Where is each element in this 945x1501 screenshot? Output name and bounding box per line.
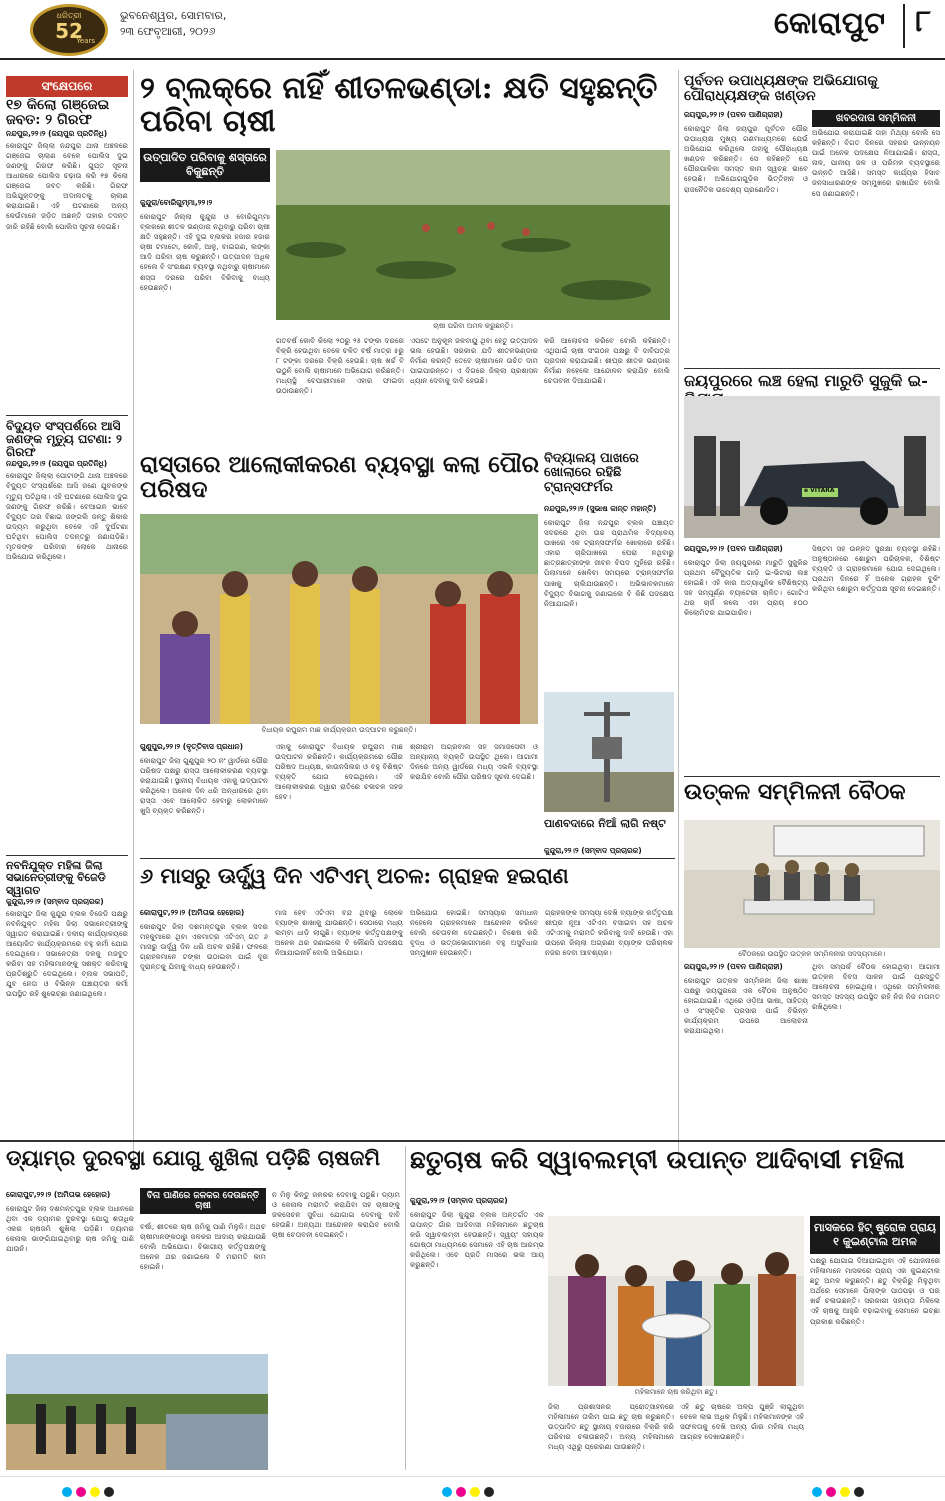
mushroom-text-c: ଏହି ଛତୁ ଚାଷରେ ଅଳ୍ପ ପୁଞ୍ଜି ଲାଗୁଥିବା ବେଳେ ଲାଭ ଅଧିକ ମିଳୁଛି। ମହିଳାମାନଙ୍କ ଏହି ସଫଳତାକୁ ଦେଖି ଅନ୍ୟ ଗାଁର ମହିଳା ମଧ୍ୟ ଆଗ୍ରହ ଦେଖାଉଛନ୍ତି। (680, 1402, 804, 1442)
fire-byline: କୁନ୍ଦୁରା,୨୨।୨ (ସମ୍ବାଦ ପ୍ରଚାରକ) (544, 846, 642, 855)
lead-text-b: ଗତବର୍ଷ କୋବି କିଲୋ ୨୦ରୁ ୨୫ ଟଙ୍କା ଦରରେ ବିକ୍ରି ହେଉଥିବା ବେଳେ ଚଳିତ ବର୍ଷ ମାତ୍ର ୫ରୁ ୮ ଟଙ୍କା ଦରରେ ବିକ୍ରି ହେଉଛି। ଚାଷ ଖର୍ଚ୍ଚ ବି ଉଠୁନି ବୋଲି ଚାଷୀମାନେ ଅଭିଯୋଗ କରିଛନ୍ତି। ମଧ୍ୟସ୍ଥି ବେପାରୀମାନେ ଏହାର ଫାଇଦା ଉଠାଉଛନ୍ତି। (276, 336, 404, 396)
transformer-photo (544, 692, 674, 812)
lead-kicker: ଉତ୍ପାଦିତ ପରିବାକୁ ଶସ୍ତାରେ ବିକୁଛନ୍ତି (140, 148, 270, 182)
lead-text-d: କରି ଆଲୋଚନା କରିବେ ବୋଲି କହିଛନ୍ତି। ଏଥିପାଇଁ ଚାଷୀ ସଂଗଠନ ପକ୍ଷରୁ ବି ଦାବିପତ୍ର ପ୍ରଦାନ କରାଯାଇଛି। ଶୀଘ୍ର ଶୀତଳ ଭଣ୍ଡାର ନିର୍ମାଣ ନହେଲେ ଆନ୍ଦୋଳନ କରାଯିବ ବୋଲି ଚେତାବନୀ ଦିଆଯାଇଛି। (544, 336, 670, 386)
atm-headline: ୬ ମାସରୁ ଊର୍ଦ୍ଧ୍ୱ ଦିନ ଏଟିଏମ୍ ଅଚଳ: ଗ୍ରାହକ ହଇରାଣ (140, 863, 569, 888)
yellow-mark (90, 1487, 100, 1497)
meeting-photo-caption: ବୈଠକରେ ଉପସ୍ଥିତ ଉତ୍କଳ ସମ୍ମିଳନୀର ସଦସ୍ୟମାନେ। (738, 950, 886, 958)
dam-text-b: ବର୍ଷା, ଶୀତରେ ଚାଷ ଜମିକୁ ପାଣି ମିଳୁନି। ଅଥଚ ଚାଷୀମାନଙ୍କଠାରୁ ଜଳକର ଆଦାୟ କରାଯାଉଛି ବୋଲି ଅଭିଯୋଗ। ବିଭାଗୀୟ କର୍ତ୍ତୃପକ୍ଷଙ୍କୁ ଅନେକ ଥର ଜଣାଇଲେ ବି ମରାମତି କାମ ହୋଇନି। (140, 1222, 266, 1272)
dam-kicker: ବିନା ପାଣିରେ ଜଳକର ଦେଉଛନ୍ତି ଚାଷୀ (140, 1188, 266, 1214)
transformer-headline: ବିଦ୍ୟାଳୟ ପାଖରେ ଖୋଲାରେ ରହିଛି ଟ୍ରାନ୍ସଫର୍ମର (544, 451, 639, 495)
mushroom-byline: କୁନ୍ଦୁରା,୨୨।୨ (ସମ୍ବାଦ ପ୍ରଚାରକ) (410, 1196, 508, 1205)
lights-byline: ଗୁଣୁପୁର,୨୨।୨ (ବୃତ୍ତିବାସ ପ୍ରଧାନ) (140, 742, 244, 751)
page-number: ୮ (903, 4, 931, 48)
meeting-text-a: କୋରାପୁଟ ଉତ୍କଳ ସମ୍ମିଳନୀ ଜିଲା ଶାଖା ପକ୍ଷରୁ ଜୟପୁରରେ ଏକ ବୈଠକ ଅନୁଷ୍ଠିତ ହୋଇଯାଇଛି। ଏଥିରେ ଓଡ଼ିଆ ଭାଷା, ସାହିତ୍ୟ ଓ ସଂସ୍କୃତିର ପ୍ରସାର ପାଇଁ ବିଭିନ୍ନ କାର୍ଯ୍ୟକ୍ରମ ଉପରେ ଆଲୋଚନା କରାଯାଇଥିଲା। (684, 976, 808, 1036)
meeting-text-b: ଥିବା ସମ୍ପର୍କ ବୈଠକ ହୋଇଥିଲା। ଆଗାମୀ ଉତ୍କଳ ଦିବସ ପାଳନ ପାଇଁ ପ୍ରସ୍ତୁତି ଆଲୋଚନା ହୋଇଥିଲା। ଏଥିରେ ସମ୍ମିଳନୀର ସମସ୍ତ ସଦସ୍ୟ ଉପସ୍ଥିତ ରହି ନିଜ ନିଜ ମତାମତ ରଖିଥିଲେ। (812, 962, 940, 1012)
registration-marks-left (60, 1482, 116, 1501)
dam-photo (6, 1354, 268, 1470)
divider (684, 368, 940, 369)
dam-text-a: କୋରାପୁଟ ଜିଲା ଦଶମନ୍ତପୁର ବ୍ଲକ ଅଧୀନରେ ଥିବା ଏକ ଡ୍ୟାମର ଦୁରବସ୍ଥା ଯୋଗୁ ଶତାଧିକ ଏକର ଚାଷଜମି ଶୁଖିଲା ପଡ଼ିଛି। ଡ୍ୟାମର କେନାଲ ଭାଙ୍ଗିଯାଇଥିବାରୁ ଚାଷ ଜମିକୁ ପାଣି ଯାଉନି। (6, 1204, 134, 1254)
lights-photo-caption: ବିଧାୟକ ରଘୁରାମ ମାଛ କାର୍ଯ୍ୟକ୍ରମ ଉଦ୍‌ଘାଟନ କରୁଛନ୍ତି। (261, 726, 417, 734)
complaint-text-b: ଅଭିଯୋଗ କରାଯାଇଛି ତାହା ମିଥ୍ୟା ବୋଲି ସେ କହିଛନ୍ତି। ବିଗତ ଦିନରେ ସହରର ଉନ୍ନୟନ ପାଇଁ ଅନେକ ପଦକ୍ଷେପ ନିଆଯାଇଛି। ରାସ୍ତା, ନାଳ, ପାନୀୟ ଜଳ ଓ ପରିମଳ ବ୍ୟବସ୍ଥାରେ ଉନ୍ନତି ଆସିଛି। ସମସ୍ତ କାର୍ଯ୍ୟର ହିସାବ ଜନସାଧାରଣଙ୍କ ସମ୍ମୁଖରେ ରଖାଯିବ ବୋଲି ସେ ଜଣାଇଛନ୍ତି। (812, 128, 940, 198)
brief-story2-title: ବିଦ୍ୟୁତ ସଂସ୍ପର୍ଶରେ ଆସି ଜଣଙ୍କ ମୃତ୍ୟୁ ଘଟଣା: ୨ ଗିରଫ (6, 418, 122, 460)
meeting-byline: ଜୟପୁର,୨୨।୨ (ପବନ ପାଣିଗ୍ରାହୀ) (684, 962, 783, 971)
brief-story1-title: ୧୭ କିଲୋ ଗଞ୍ଜେଇ ଜବତ: ୨ ଗିରଫ (6, 97, 110, 129)
meeting-illustration (684, 820, 940, 948)
car-text-a: କୋରାପୁଟ ଜିଲା ଜୟପୁରରେ ମାରୁତି ସୁଜୁକିର ପ୍ରଥମ ବୈଦ୍ୟୁତିକ ଗାଡ଼ି ଇ-ଭିଟାରା ଲଞ୍ଚ ହୋଇଛି। ଏହି କାର ଅତ୍ୟାଧୁନିକ ବୈଶିଷ୍ଟ୍ୟ ସହ ସମ୍ପୂର୍ଣ୍ଣ ବ୍ୟାଟେରୀ ଚାଳିତ। ଗୋଟିଏ ଥର ଚାର୍ଜ କଲେ ଏହା ପ୍ରାୟ ୫୦୦ କିଲୋମିଟର ଯାଇପାରିବ। (684, 558, 808, 618)
transformer-text: କୋରାପୁଟ ଜିଲା ନନ୍ଦପୁର ବ୍ଲକ ପଞ୍ଚାୟତ ସଦରରେ ଥିବା ଉଚ୍ଚ ପ୍ରାଥମିକ ବିଦ୍ୟାଳୟ ପାଖରେ ଏକ ଟ୍ରାନ୍ସଫର୍ମର ଖୋଲାରେ ରହିଛି। ଏହାର ଚାରିପାଖରେ ଘେରା ନଥିବାରୁ ଛାତ୍ରଛାତ୍ରୀଙ୍କ ଜୀବନ ବିପଦ ମୁହଁରେ ରହିଛି। ପିଲାମାନେ ଖେଳିବା ସମୟରେ ଟ୍ରାନ୍ସଫର୍ମର ପାଖକୁ ଚାଲିଯାଉଛନ୍ତି। ଅଭିଭାବକମାନେ ବିଦ୍ୟୁତ ବିଭାଗକୁ ଜଣାଇଲେ ବି କିଛି ପଦକ୍ଷେପ ନିଆଯାଇନି। (544, 518, 674, 608)
meeting-photo (684, 820, 940, 948)
section-title: କୋରାପୁଟ (773, 6, 885, 41)
yellow-mark (470, 1487, 480, 1497)
anniversary-logo (30, 4, 108, 56)
lead-photo (276, 150, 670, 320)
cyan-mark (812, 1487, 822, 1497)
women-illustration (548, 1216, 804, 1386)
cyan-mark (62, 1487, 72, 1497)
meeting-headline: ଉତ୍କଳ ସମ୍ମିଳନୀ ବୈଠକ (684, 779, 906, 805)
divider (684, 776, 940, 777)
mushroom-text-b: ଜିଲା ପ୍ରଶାସନର ପ୍ରୋତ୍ସାହନରେ ମହିଳାମାନେ ତାଲିମ ପାଇ ଛତୁ ଚାଷ କରୁଛନ୍ତି। ଉତ୍ପାଦିତ ଛତୁ ସ୍ଥାନୀୟ ବଜାରରେ ବିକ୍ରି କରି ପରିବାର ଚଳାଉଛନ୍ତି। ଅନ୍ୟ ମହିଳାମାନେ ମଧ୍ୟ ଏଥିରୁ ପ୍ରେରଣା ପାଉଛନ୍ତି। (548, 1402, 674, 1452)
complaint-byline: ଜୟପୁର,୨୨।୨ (ପବନ ପାଣିଗ୍ରାହୀ) (684, 110, 783, 119)
crowd-illustration (140, 514, 538, 724)
column-separator (133, 70, 134, 1170)
black-mark (854, 1487, 864, 1497)
dam-text-c: ନ ମିଳୁ କିନ୍ତୁ ଜଳକର ଦେବାକୁ ପଡୁଛି। ଡ୍ୟାମ ଓ କେନାଲ ମରାମତି କରାଯିବା ସହ ଚାଷୀଙ୍କୁ ଜଳସେଚନ ସୁବିଧା ଯୋଗାଇ ଦେବାକୁ ଦାବି ହେଉଛି। ଅନ୍ୟଥା ଆନ୍ଦୋଳନ କରାଯିବ ବୋଲି ଚାଷୀ ଚେତାବନୀ ଦେଇଛନ୍ତି। (272, 1190, 400, 1240)
brief-story3-title: ନବନିଯୁକ୍ତ ମହିଳା ଜିଲା ସଭାନେତ୍ରୀଙ୍କୁ ବିଜେଡି ସ୍ୱାଗତ (6, 859, 106, 897)
lead-headline: ୨ ବ୍ଲକ୍‌ରେ ନାହିଁ ଶୀତଳଭଣ୍ଡା: କ୍ଷତି ସହୁଛନ୍ତି ପରିବା ଚାଷୀ (140, 71, 658, 139)
dam-illustration (6, 1354, 268, 1470)
mushroom-photo (548, 1216, 804, 1386)
print-footer (0, 1476, 945, 1497)
atm-text-b: ମାସ ହେବ ଏଟିଏମ ବନ୍ଦ ଥିବାରୁ ଲୋକେ ବ୍ୟାଙ୍କ ଶାଖାକୁ ଯାଉଛନ୍ତି। ସେଠାରେ ମଧ୍ୟ ଲମ୍ବା ଧାଡ଼ି ଲାଗୁଛି। ବ୍ୟାଙ୍କ କର୍ତ୍ତୃପକ୍ଷଙ୍କୁ ଅନେକ ଥର ଜଣାଇଲେ ବି କୌଣସି ପଦକ୍ଷେପ ନିଆଯାଇନାହିଁ ବୋଲି ଅଭିଯୋଗ। (275, 908, 403, 958)
complaint-text-a: କୋରାପୁଟ ଜିଲା ଜୟପୁର ପୂର୍ବତନ ପୌର ଉପାଧ୍ୟକ୍ଷ ମୁଖ୍ୟ ଗଣମାଧ୍ୟମରେ ଯେଉଁ ଅଭିଯୋଗ କରିଥିଲେ ତାହାକୁ ପୌରାଧ୍ୟକ୍ଷ ଖଣ୍ଡନ କରିଛନ୍ତି। ସେ କହିଛନ୍ତି ଯେ ପୌରପାଳିକା ସମସ୍ତ କାମ ସ୍ୱଚ୍ଛ ଭାବେ ହେଉଛି। ଅଭିଯୋଗଗୁଡ଼ିକ ଭିତ୍ତିହୀନ ଓ ରାଜନୈତିକ ଉଦ୍ଦେଶ୍ୟ ପ୍ରଣୋଦିତ। (684, 124, 808, 194)
lights-text-c: ଶ୍ରୀରାମ ଅଗ୍ରବାଲ ସହ ସମାଜସେବୀ ଓ ଅନ୍ୟାନ୍ୟ ବ୍ୟକ୍ତି ଉପସ୍ଥିତ ଥିଲେ। ଆଗାମୀ ଦିନରେ ଅନ୍ୟ ୱାର୍ଡରେ ମଧ୍ୟ ଏଭଳି ବ୍ୟବସ୍ଥା କରାଯିବ ବୋଲି ପୌର ପରିଷଦ ସୂଚନା ଦେଇଛି। (410, 742, 538, 782)
lights-text-b: ଏହାକୁ କୋରାପୁଟ ବିଧାୟକ ରଘୁରାମ ମାଛ ଉଦ୍‌ଘାଟନ କରିଛନ୍ତି। କାର୍ଯ୍ୟକ୍ରମରେ ପୌର ପରିଷଦ ଅଧ୍ୟକ୍ଷ, କାଉନସିଲର ଓ ବହୁ ବିଶିଷ୍ଟ ବ୍ୟକ୍ତି ଯୋଗ ଦେଇଥିଲେ। ଏହି ଆଲୋକୀକରଣ ଦ୍ୱାରା ରାତିରେ ଚଳାଚଳ ସହଜ ହେବ। (275, 742, 403, 802)
brief-story2-byline: ନନ୍ଦପୁର,୨୨।୨ (ଜୟପୁର ପ୍ରତିନିଧି) (6, 459, 108, 469)
column-separator (405, 1146, 406, 1470)
lead-byline: କୁନ୍ଦୁରା/ବୋରିଗୁମ୍ମା,୨୨।୨ (140, 198, 213, 207)
dateline-place: ଭୁବନେଶ୍ୱର, ସୋମବାର, (120, 9, 227, 22)
car-headline: ଜୟପୁରରେ ଲଞ୍ଚ ହେଲା ମାରୁତି ସୁଜୁକି ଇ- (684, 371, 928, 390)
registration-marks-center (440, 1482, 496, 1501)
dam-byline: କୋରାପୁଟ,୨୨।୨ (ଅମିତାଭ ହେହୋର) (6, 1190, 111, 1199)
cyan-mark (442, 1487, 452, 1497)
mushroom-headline: ଛତୁଚାଷ କରି ସ୍ୱାବଲମ୍ବୀ ଉପାନ୍ତ ଆଦିବାସୀ ମହିଳା (410, 1145, 905, 1174)
brief-story2-text: କୋରାପୁଟ ଜିଲ୍ଲା ପୋଟାଙ୍ଗି ଥାନା ଅଞ୍ଚଳରେ ବିଦ୍ୟୁତ ସଂସ୍ପର୍ଶରେ ଆସି ଜଣେ ଯୁବକଙ୍କ ମୃତ୍ୟୁ ଘଟିଥିଲା। ଏହି ଘଟଣାରେ ପୋଲିସ ଦୁଇ ଜଣଙ୍କୁ ଗିରଫ କରିଛି। ବେଆଇନ ଭାବେ ବିଦ୍ୟୁତ ତାର ବିଛାଇ ଜଙ୍ଗଲି ଜନ୍ତୁ ଶିକାର ଉଦ୍ୟମ କରୁଥିବା ବେଳେ ଏହି ଦୁର୍ଘଟଣା ଘଟିଥିବା ପୋଲିସ ତଦନ୍ତରୁ ଜଣାପଡ଼ିଛି। ମୃତକଙ୍କ ପରିବାର ଲୋକେ ଥାନାରେ ଅଭିଯୋଗ କରିଥିଲେ। (6, 471, 128, 562)
lights-text-a: କୋରାପୁଟ ଜିଲା ଗୁଣୁପୁର ୨୦ ନଂ ୱାର୍ଡରେ ପୌର ପରିଷଦ ପକ୍ଷରୁ ରାସ୍ତା ଆଲୋକୀକରଣ ବ୍ୟବସ୍ଥା କରାଯାଇଛି। ସ୍ଥାନୀୟ ବିଧାୟକ ଏହାକୁ ଉଦ୍‌ଘାଟନ କରିଥିଲେ। ଅନେକ ଦିନ ଧରି ଅନ୍ଧାରରେ ଥିବା ରାସ୍ତା ଏବେ ଆଲୋକିତ ହେବାରୁ ଲୋକମାନେ ଖୁସି ବ୍ୟକ୍ତ କରିଛନ୍ତି। (140, 756, 268, 816)
dateline (120, 8, 260, 40)
car-plate: e VITARA (804, 487, 835, 494)
brief-label: ସଂକ୍ଷେପରେ (6, 76, 128, 97)
atm-text-c: ଅଭିଯୋଗ ହୋଇଛି। ସମସ୍ୟାର ସମାଧାନ ନହେଲେ ଗ୍ରାହକମାନେ ଆନ୍ଦୋଳନ କରିବେ ବୋଲି ଚେତାବନୀ ଦେଇଛନ୍ତି। ବିଶେଷ କରି ବୃଦ୍ଧ ଓ ଭତ୍ତାଭୋଗୀମାନେ ବହୁ ଅସୁବିଧାର ସମ୍ମୁଖୀନ ହେଉଛନ୍ତି। (410, 908, 538, 958)
registration-marks-right (810, 1482, 866, 1501)
logo-years: 52 (55, 19, 83, 43)
brief-story1-byline: ନନ୍ଦପୁର,୨୨।୨ (ଜୟପୁର ପ୍ରତିନିଧି) (6, 128, 108, 138)
logo-text: ଧରିତ୍ରୀ (56, 11, 82, 20)
complaint-box-label: ଖବରଦାତା ସମ୍ମିଳନୀ (812, 110, 940, 127)
brief-story3-text: କୋରାପୁଟ ଜିଲା କୁନ୍ଦୁରା ବ୍ଲକ ବିଜେଡି ପକ୍ଷରୁ ନବନିଯୁକ୍ତ ମହିଳା ଜିଲା ସଭାନେତ୍ରୀଙ୍କୁ ସ୍ୱାଗତ କରାଯାଇଛି। ଦଳୀୟ କାର୍ଯ୍ୟାଳୟରେ ଆୟୋଜିତ କାର୍ଯ୍ୟକ୍ରମରେ ବହୁ କର୍ମୀ ଯୋଗ ଦେଇଥିଲେ। ସଭାନେତ୍ରୀ ଦଳକୁ ମଜବୁତ କରିବା ସହ ମହିଳାମାନଙ୍କୁ ସଶକ୍ତ କରିବାକୁ ପ୍ରତିଶ୍ରୁତି ଦେଇଥିଲେ। ବ୍ଲକ ସଭାପତି, ଯୁବ ନେତା ଓ ବିଭିନ୍ନ ପଞ୍ଚାୟତର କର୍ମୀ ଉପସ୍ଥିତ ରହି ଶୁଭେଚ୍ଛା ଜଣାଇଥିଲେ। (6, 908, 128, 999)
atm-text-a: କୋରାପୁଟ ଜିଲା ଦଶମନ୍ତପୁର ବ୍ଲକ ସଦର ମହକୁମାରେ ଥିବା ଏକମାତ୍ର ଏଟିଏମ୍ ଗତ ୬ ମାସରୁ ଊର୍ଦ୍ଧ୍ୱ ଦିନ ଧରି ଅଚଳ ରହିଛି। ଫଳରେ ଗ୍ରାହକମାନେ ଟଙ୍କା ଉଠାଇବା ପାଇଁ ଦୂର ଦୂରାନ୍ତକୁ ଯିବାକୁ ବାଧ୍ୟ ହେଉଛନ୍ତି। (140, 922, 268, 972)
dateline-date: ୨୩ ଫେବୃଆରୀ, ୨୦୨୬ (120, 25, 216, 38)
lights-headline: ରାସ୍ତାରେ ଆଲୋକୀକରଣ ବ୍ୟବସ୍ଥା କଲା ପୌର ପରିଷଦ (140, 451, 540, 504)
brief-column (6, 98, 128, 1149)
mushroom-photo-caption: ମହିଳାମାନେ ଚାଷ କରିଥିବା ଛତୁ। (634, 1388, 718, 1396)
magenta-mark (76, 1487, 86, 1497)
brief-story3-byline: କୁନ୍ଦୁରା,୨୨।୨ (ସମ୍ବାଦ ପ୍ରଚାରକ) (6, 896, 104, 906)
car-byline: ଜୟପୁର,୨୨।୨ (ପବନ ପାଣିଗ୍ରାହୀ) (684, 544, 783, 553)
divider (140, 858, 675, 859)
lead-text-c: ଏପଟେ ଅନୁକୂଳ ଜଳବାୟୁ ଥିବା ହେତୁ ଉତ୍ପାଦନ ଭଲ ହେଉଛି। ସରକାର ଯଦି ଶୀତଳଭଣ୍ଡାର ନିର୍ମାଣ କରନ୍ତି ତେବେ ଚାଷୀମାନେ ଉଚିତ ଦାମ ପାଇପାରନ୍ତେ। ଏ ଦିଗରେ ଜିଲ୍ଲା ପ୍ରଶାସନ ଧ୍ୟାନ ଦେବାକୁ ଦାବି ହେଉଛି। (410, 336, 538, 386)
stroke-headline: ମାସକରେ ହିଟ୍ ଷ୍ଟ୍ରୋକ ପ୍ରାୟ ୧ କୁଇଣ୍ଟାଲ ଅମଳ (810, 1216, 940, 1254)
masthead (0, 0, 945, 60)
atm-text-d: ଗ୍ରାହକଙ୍କ ସମସ୍ୟା ଦେଖି ବ୍ୟାଙ୍କ କର୍ତ୍ତୃପକ୍ଷ ଶୀଘ୍ର ନୂଆ ଏଟିଏମ ବସାଇବା ସହ ଅଚଳ ଏଟିଏମକୁ ମରାମତି କରିବାକୁ ଦାବି ହେଉଛି। ଏହା ଉପରେ ଜିଲ୍ଲା ଅଗ୍ରଣୀ ବ୍ୟାଙ୍କ ପରିଚାଳକ ନଜର ଦେବା ଆବଶ୍ୟକ। (545, 908, 673, 958)
divider (0, 1140, 945, 1142)
car-illustration (684, 396, 940, 538)
complaint-headline: ପୂର୍ବତନ ଉପାଧ୍ୟକ୍ଷଙ୍କ ଅଭିଯୋଗକୁ ପୌରାଧ୍ୟକ୍ଷଙ୍କ ଖଣ୍ଡନ (684, 73, 878, 105)
logo-sub: Years (76, 37, 95, 45)
car-photo (684, 396, 940, 538)
column-separator (678, 70, 679, 1170)
transformer-byline: ନନ୍ଦପୁର,୨୨।୨ (ସୁଭାଷ କାନ୍ତ ମହାନ୍ତି) (544, 504, 657, 513)
mushroom-text-a: କୋରାପୁଟ ଜିଲା କୁନ୍ଦୁରା ବ୍ଲକ ଅନ୍ତର୍ଗତ ଏକ ଉପାନ୍ତ ଗାଁର ଆଦିବାସୀ ମହିଳାମାନେ ଛତୁଚାଷ କରି ସ୍ୱାବଲମ୍ବୀ ହେଉଛନ୍ତି। ସ୍ୱୟଂ ସହାୟକ ଗୋଷ୍ଠୀ ମାଧ୍ୟମରେ ସେମାନେ ଏହି ଚାଷ ଆରମ୍ଭ କରିଥିଲେ। ଏବେ ପ୍ରତି ମାସରେ ଭଲ ଆୟ କରୁଛନ୍ତି। (410, 1210, 544, 1270)
divider (6, 415, 128, 416)
brief-story1-text: କୋରାପୁଟ ଜିଲ୍ଲା ନନ୍ଦପୁର ଥାନା ଅଞ୍ଚଳରେ ଗଞ୍ଜେଇ ଚାଲାଣ ବେଳେ ପୋଲିସ ଦୁଇ ଜଣଙ୍କୁ ଗିରଫ କରିଛି। ଗୁପ୍ତ ସୂଚନା ଆଧାରରେ ପୋଲିସ ଚଢ଼ାଉ କରି ୧୭ କିଲୋ ଗଞ୍ଜେଇ ଜବତ କରିଛି। ଗିରଫ ଅଭିଯୁକ୍ତଙ୍କୁ ଅଦାଲତକୁ ଚାଲାଣ କରାଯାଇଛି। ଏହି ଘଟଣାରେ ଅନ୍ୟ କେଉଁମାନେ ଜଡ଼ିତ ଅଛନ୍ତି ତାହାର ତଦନ୍ତ ଜାରି ରହିଛି ବୋଲି ପୋଲିସ ସୂଚନା ଦେଇଛି। (6, 140, 128, 231)
yellow-mark (840, 1487, 850, 1497)
atm-byline: କୋରାପୁଟ,୨୨।୨ (ଅମିତାଭ ହେହୋର) (140, 908, 245, 917)
lights-photo (140, 514, 538, 724)
pole-illustration (544, 692, 674, 812)
fire-headline: ପାଣବଦାରେ ନିଆଁ ଲାଗି ନଷ୍ଟ (544, 817, 666, 830)
divider (6, 855, 128, 856)
field-illustration (276, 150, 670, 320)
magenta-mark (826, 1487, 836, 1497)
car-text-b: ସିଷ୍ଟମ ସହ ଉନ୍ନତ ସୁରକ୍ଷା ବ୍ୟବସ୍ଥା ରହିଛି। ଅନୁଷ୍ଠାନରେ ଶୋରୁମ ପରିଚାଳକ, ବିଶିଷ୍ଟ ବ୍ୟକ୍ତି ଓ ଗ୍ରାହକମାନେ ଯୋଗ ଦେଇଥିଲେ। ପ୍ରଥମ ଦିନରେ ହିଁ ଅନେକ ଗ୍ରାହକ ବୁକିଂ କରିଥିବା ଶୋରୁମ କର୍ତ୍ତୃପକ୍ଷ ସୂଚନା ଦେଇଛନ୍ତି। (812, 544, 940, 594)
lead-photo-caption: ଚାଷୀ ପରିବା ଅମଳ କରୁଛନ୍ତି। (433, 322, 513, 330)
lead-text-a: କୋରାପୁଟ ଜିଲ୍ଲା କୁନ୍ଦୁରା ଓ ବୋରିଗୁମ୍ମା ବ୍ଲକରେ ଶୀତଳ ଭଣ୍ଡାର ନଥିବାରୁ ପରିବା ଚାଷୀ କ୍ଷତି ସହୁଛନ୍ତି। ଏହି ଦୁଇ ବ୍ଲକର ହଜାର ହଜାର ଚାଷୀ ଟମାଟୋ, କୋବି, ଆଳୁ, ବାଇଗଣ, ଲଙ୍କା ଆଦି ପରିବା ଚାଷ କରୁଛନ୍ତି। ଉତ୍ପାଦନ ଅଧିକ ହେଲେ ବି ସଂରକ୍ଷଣ ବ୍ୟବସ୍ଥା ନଥିବାରୁ ଚାଷୀମାନେ ଶସ୍ତା ଦରରେ ପରିବା ବିକିବାକୁ ବାଧ୍ୟ ହେଉଛନ୍ତି। (140, 212, 270, 292)
black-mark (484, 1487, 494, 1497)
stroke-text: ପକ୍ଷରୁ ଯୋଗାଇ ଦିଆଯାଇଥିବା ଏହି ଯୋଜନାରେ ମହିଳାମାନେ ମାସକରେ ପ୍ରାୟ ଏକ କୁଇଣ୍ଟାଲ ଛତୁ ଅମଳ କରୁଛନ୍ତି। ଛତୁ ବିକ୍ରିରୁ ମିଳୁଥିବା ଅର୍ଥରେ ସେମାନେ ପିଲାଙ୍କ ପାଠପଢ଼ା ଓ ଘର ଖର୍ଚ୍ଚ ଚଳାଉଛନ୍ତି। ସରକାରୀ ସହାୟତା ମିଳିଲେ ଏହି ଚାଷକୁ ଆହୁରି ବଢ଼ାଇବାକୁ ସେମାନେ ଇଚ୍ଛା ପ୍ରକାଶ କରିଛନ୍ତି। (810, 1256, 940, 1326)
black-mark (104, 1487, 114, 1497)
dam-headline: ଡ୍ୟାମ୍‌ର ଦୁରବସ୍ଥା ଯୋଗୁ ଶୁଖିଲା ପଡ଼ିଛି ଚାଷଜମି (6, 1145, 381, 1170)
magenta-mark (456, 1487, 466, 1497)
